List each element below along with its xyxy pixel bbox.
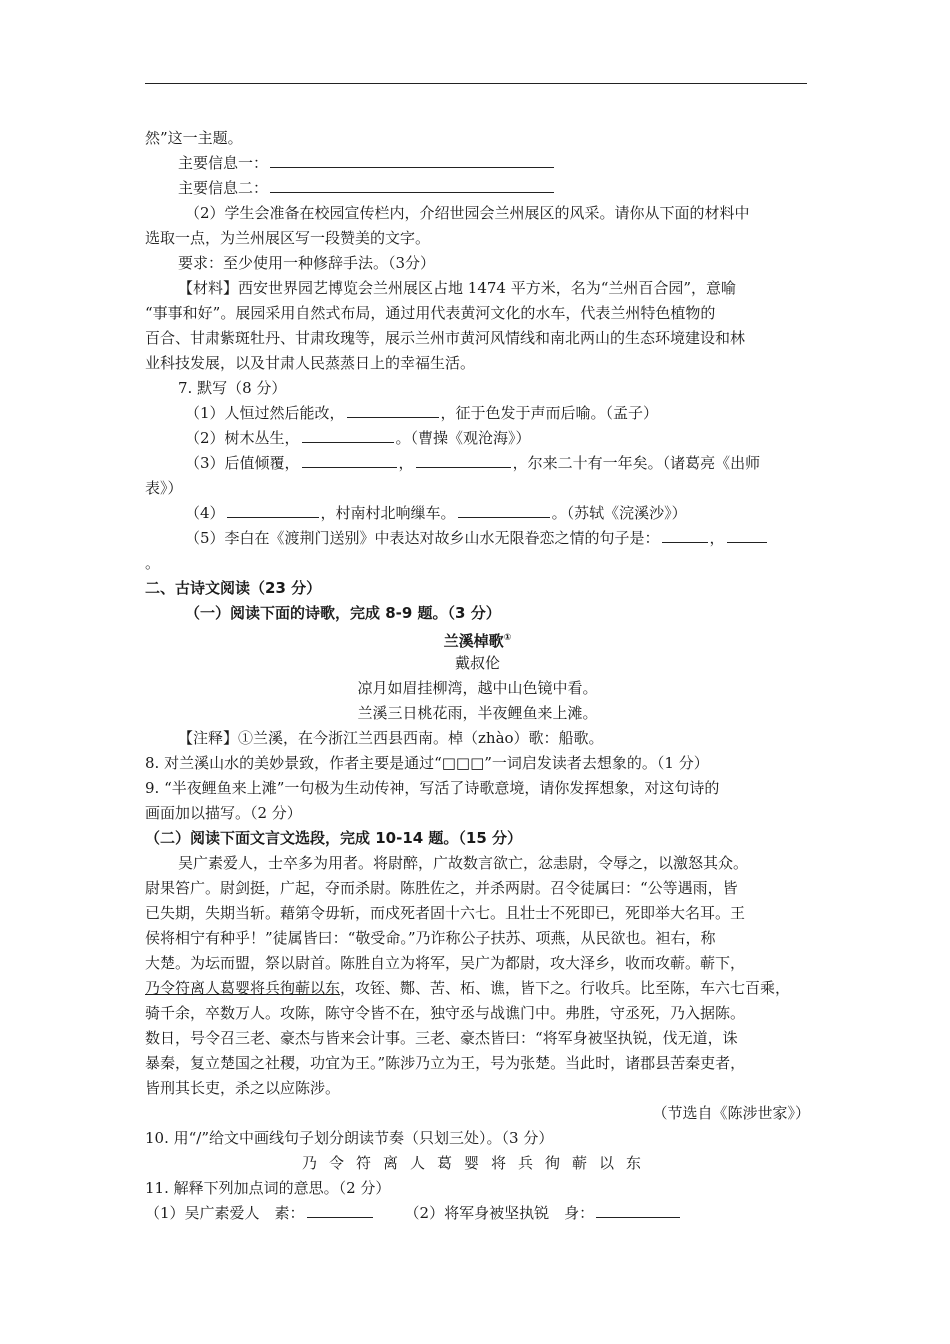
- text-line: 侯将相宁有种乎！”徒属皆曰：“敬受命。”乃诈称公子扶苏、项燕，从民欲也。袒右，称: [145, 929, 716, 947]
- answer-blank[interactable]: [416, 453, 511, 468]
- text-line: 骑千余，卒数万人。攻陈，陈守令皆不在，独守丞与战谯门中。弗胜，守丞死，乃入据陈。: [145, 1004, 746, 1022]
- section-heading: 二、古诗文阅读（23 分）: [145, 579, 322, 597]
- text-line: 百合、甘肃紫斑牡丹、甘肃玫瑰等，展示兰州市黄河风情线和南北两山的生态环境建设和林: [145, 329, 746, 347]
- answer-blank[interactable]: [270, 178, 554, 193]
- source-citation: （节选自《陈涉世家》）: [652, 1104, 810, 1122]
- text-line: 要求：至少使用一种修辞手法。（3分）: [178, 254, 436, 272]
- poem-line: 兰溪三日桃花雨，半夜鲤鱼来上滩。: [357, 704, 598, 722]
- rhythm-sentence: 乃令符离人葛婴将兵徇蕲以东: [301, 1154, 653, 1172]
- answer-blank[interactable]: [270, 153, 554, 168]
- text-line: 然”这一主题。: [145, 129, 243, 147]
- text-line: 11. 解释下列加点词的意思。（2 分）: [145, 1179, 391, 1197]
- text-line: 尉果笞广。尉剑挺，广起，夺而杀尉。陈胜佐之，并杀两尉。召令徒属曰：“公等遇雨，皆: [145, 879, 738, 897]
- text-line: 。: [145, 554, 161, 572]
- text-line: （5）李白在《渡荆门送别》中表达对故乡山水无限眷恋之情的句子是： ，: [145, 528, 850, 548]
- answer-blank[interactable]: [302, 428, 394, 443]
- text-line: 7. 默写（8 分）: [178, 379, 287, 397]
- text-line: 大楚。为坛而盟，祭以尉首。陈胜自立为将军，吴广为都尉，攻大泽乡，收而攻蕲。蕲下，: [145, 954, 746, 972]
- answer-blank[interactable]: [307, 1203, 373, 1218]
- subsection-heading: （一）阅读下面的诗歌，完成 8-9 题。（3 分）: [185, 604, 501, 622]
- text-line: 【材料】西安世界园艺博览会兰州展区占地 1474 平方米，名为“兰州百合园”，意喻: [178, 279, 737, 297]
- answer-blank[interactable]: [302, 453, 397, 468]
- text-line: 皆刑其长吏，杀之以应陈涉。: [145, 1079, 341, 1097]
- text-line: （3）后值倾覆， ， ，尔来二十有一年矣。（诸葛亮《出师: [185, 454, 761, 472]
- answer-blank[interactable]: [458, 503, 550, 518]
- text-line: 已失期，失期当斩。藉第令毋斩，而戍死者固十六七。且壮士不死即已，死即举大名耳。王: [145, 904, 746, 922]
- text-line: 数日，号令召三老、豪杰与皆来会计事。三老、豪杰皆曰：“将军身被坚执锐，伐无道，诛: [145, 1029, 738, 1047]
- text-line: 9. “半夜鲤鱼来上滩”一句极为生动传神，写活了诗歌意境，请你发挥想象，对这句诗的: [145, 779, 720, 797]
- text-line: 乃令符离人葛婴将兵徇蕲以东，攻铚、酂、苦、柘、谯，皆下之。行收兵。比至陈，车六七百乘，: [145, 979, 791, 997]
- answer-blank[interactable]: [662, 528, 708, 543]
- text-line: 选取一点，为兰州展区写一段赞美的文字。: [145, 229, 431, 247]
- text-line: （1）吴广素爱人 素： （2）将军身被坚执锐 身：: [145, 1203, 810, 1223]
- underlined-sentence: 乃令符离人葛婴将兵徇蕲以东: [145, 979, 341, 997]
- text-line: 画面加以描写。（2 分）: [145, 804, 302, 822]
- text-line: 表》）: [145, 479, 183, 497]
- text-line: （4） ，村南村北响缫车。 。（苏轼《浣溪沙》）: [185, 504, 687, 522]
- answer-blank[interactable]: [347, 403, 439, 418]
- text-line: 10. 用“/”给文中画线句子划分朗读节奏（只划三处）。（3 分）: [145, 1129, 554, 1147]
- header-rule: [145, 83, 807, 84]
- text-line: 8. 对兰溪山水的美妙景致，作者主要是通过“□□□”一词启发读者去想象的。（1 分）: [145, 754, 709, 772]
- answer-blank[interactable]: [727, 528, 767, 543]
- poem-title: 兰溪棹歌①: [443, 632, 512, 650]
- text-line: 【注释】①兰溪，在今浙江兰西县西南。棹（zhào）歌：船歌。: [178, 729, 604, 747]
- text-line: 业科技发展，以及甘肃人民蒸蒸日上的幸福生活。: [145, 354, 476, 372]
- subsection-heading: （二）阅读下面文言文选段，完成 10-14 题。（15 分）: [145, 829, 523, 847]
- text-line: 主要信息二：: [145, 178, 843, 198]
- text-line: “事事和好”。展园采用自然式布局，通过用代表黄河文化的水车，代表兰州特色植物的: [145, 304, 716, 322]
- poem-line: 凉月如眉挂柳湾，越中山色镜中看。: [357, 679, 598, 697]
- answer-blank[interactable]: [227, 503, 319, 518]
- text-line: （2）学生会准备在校园宣传栏内，介绍世园会兰州展区的风采。请你从下面的材料中: [185, 204, 750, 222]
- answer-blank[interactable]: [596, 1203, 680, 1218]
- text-line: 主要信息一：: [145, 153, 843, 173]
- poem-author: 戴叔伦: [454, 654, 500, 672]
- text-line: （1）人恒过然后能改， ，征于色发于声而后喻。（孟子）: [185, 404, 659, 422]
- text-line: （2）树木丛生， 。（曹操《观沧海》）: [185, 429, 531, 447]
- text-line: 暴秦，复立楚国之社稷，功宜为王。”陈涉乃立为王，号为张楚。当此时，诸郡县苦秦吏者，: [145, 1054, 746, 1072]
- text-line: 吴广素爱人，士卒多为用者。将尉醉，广故数言欲亡，忿恚尉，令辱之，以激怒其众。: [178, 854, 749, 872]
